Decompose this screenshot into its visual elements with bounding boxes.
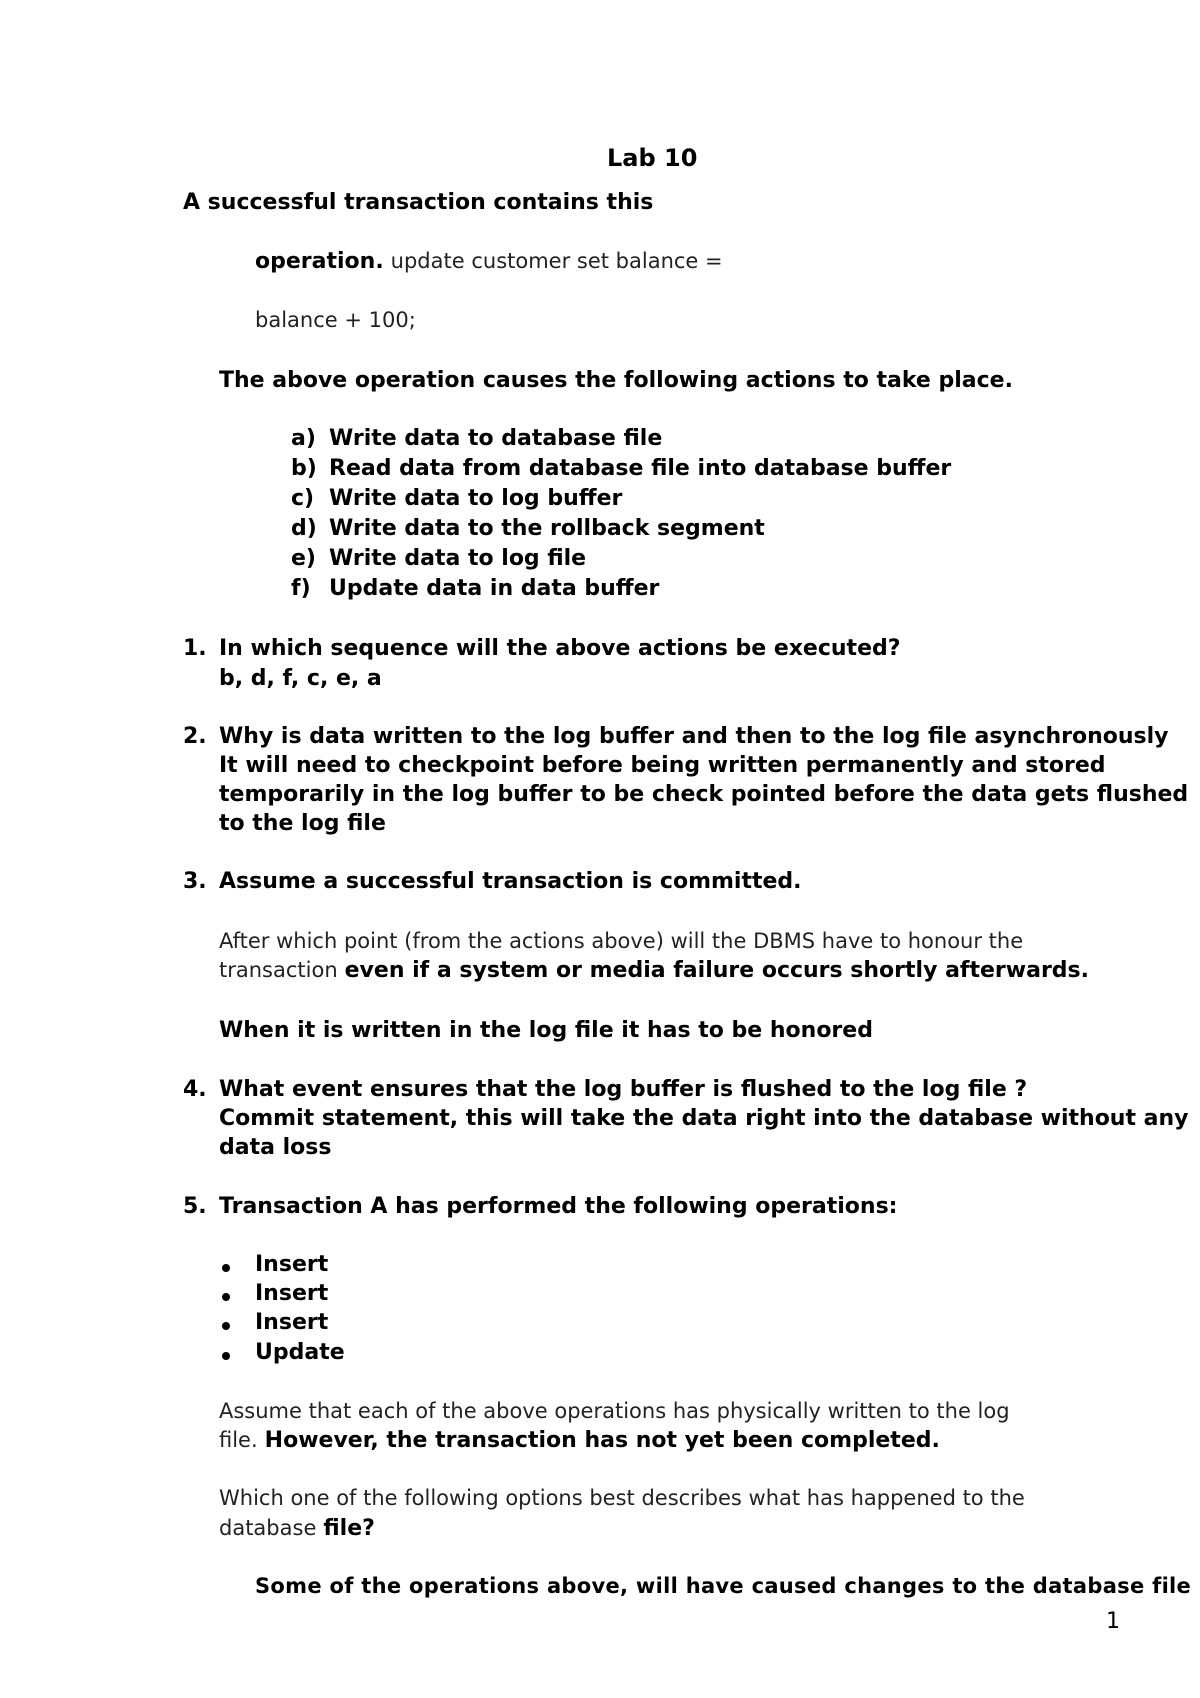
question-5-detail-4b: file? bbox=[323, 1516, 375, 1541]
question-1-text: In which sequence will the above actions be executed? bbox=[219, 636, 901, 661]
question-5-detail-2a: file. bbox=[219, 1428, 258, 1452]
question-2-number: 2. bbox=[183, 724, 207, 749]
question-4-answer-line-2: data loss bbox=[219, 1135, 332, 1160]
question-3-detail-2a: transaction bbox=[219, 958, 338, 982]
operation-item: Insert bbox=[255, 1310, 329, 1335]
bullet-icon bbox=[222, 1293, 230, 1301]
bullet-icon bbox=[222, 1352, 230, 1360]
question-3-text: Assume a successful transaction is committed. bbox=[219, 869, 802, 894]
question-1-number: 1. bbox=[183, 636, 207, 661]
action-label: f) bbox=[291, 576, 311, 601]
action-text: Write data to the rollback segment bbox=[329, 516, 765, 541]
question-5-number: 5. bbox=[183, 1194, 207, 1219]
action-label: b) bbox=[291, 456, 317, 481]
action-text: Write data to database file bbox=[329, 426, 663, 451]
action-label: e) bbox=[291, 546, 316, 571]
question-1-answer: b, d, f, c, e, a bbox=[219, 666, 382, 691]
operation-item: Insert bbox=[255, 1281, 329, 1306]
action-text: Write data to log buffer bbox=[329, 486, 623, 511]
question-3-detail-line-2 bbox=[219, 958, 1089, 983]
page-title: Lab 10 bbox=[607, 144, 698, 172]
action-text: Read data from database file into database buffer bbox=[329, 456, 952, 481]
action-label: d) bbox=[291, 516, 317, 541]
question-2-answer-line-1: It will need to checkpoint before being written permanently and stored bbox=[219, 753, 1106, 778]
question-2-answer-line-2: temporarily in the log buffer to be check pointed before the data gets flushed bbox=[219, 782, 1189, 807]
question-4-number: 4. bbox=[183, 1077, 207, 1102]
operation-sql-2: balance + 100; bbox=[255, 308, 416, 332]
operation-item: Update bbox=[255, 1340, 345, 1365]
question-5-detail-line-1: Assume that each of the above operations has physically written to the log bbox=[219, 1399, 1010, 1423]
question-5-detail-line-3: Which one of the following options best describes what has happened to the bbox=[219, 1486, 1025, 1510]
question-3-answer: When it is written in the log file it has to be honored bbox=[219, 1018, 873, 1043]
bullet-icon bbox=[222, 1322, 230, 1330]
question-5-detail-line-2 bbox=[219, 1428, 940, 1453]
actions-intro: The above operation causes the following actions to take place. bbox=[219, 368, 1013, 393]
action-text: Write data to log file bbox=[329, 546, 587, 571]
action-text: Update data in data buffer bbox=[329, 576, 660, 601]
question-3-detail-line-1: After which point (from the actions above) will the DBMS have to honour the bbox=[219, 929, 1024, 953]
question-3-number: 3. bbox=[183, 869, 207, 894]
question-5-text: Transaction A has performed the following operations: bbox=[219, 1194, 898, 1219]
question-2-text: Why is data written to the log buffer and then to the log file asynchronously bbox=[219, 724, 1169, 749]
operation-label: operation. bbox=[255, 249, 384, 274]
operation-line-1 bbox=[255, 249, 723, 274]
question-5-answer: Some of the operations above, will have caused changes to the database file bbox=[255, 1574, 1192, 1598]
question-5-detail-line-4 bbox=[219, 1516, 375, 1541]
intro-text: A successful transaction contains this bbox=[183, 190, 654, 215]
question-5-detail-2b: However, the transaction has not yet been completed. bbox=[264, 1428, 940, 1453]
bullet-icon bbox=[222, 1264, 230, 1272]
question-5-detail-4a: database bbox=[219, 1516, 317, 1540]
page-number: 1 bbox=[1106, 1609, 1120, 1634]
question-4-answer-line-1: Commit statement, this will take the data right into the database without any bbox=[219, 1106, 1189, 1131]
question-4-text: What event ensures that the log buffer is flushed to the log file ? bbox=[219, 1077, 1028, 1102]
operation-item: Insert bbox=[255, 1252, 329, 1277]
action-label: a) bbox=[291, 426, 316, 451]
action-label: c) bbox=[291, 486, 315, 511]
question-3-detail-2b: even if a system or media failure occurs shortly afterwards. bbox=[344, 958, 1089, 983]
operation-sql-1: update customer set balance = bbox=[390, 249, 723, 273]
question-2-answer-line-3: to the log file bbox=[219, 811, 386, 836]
